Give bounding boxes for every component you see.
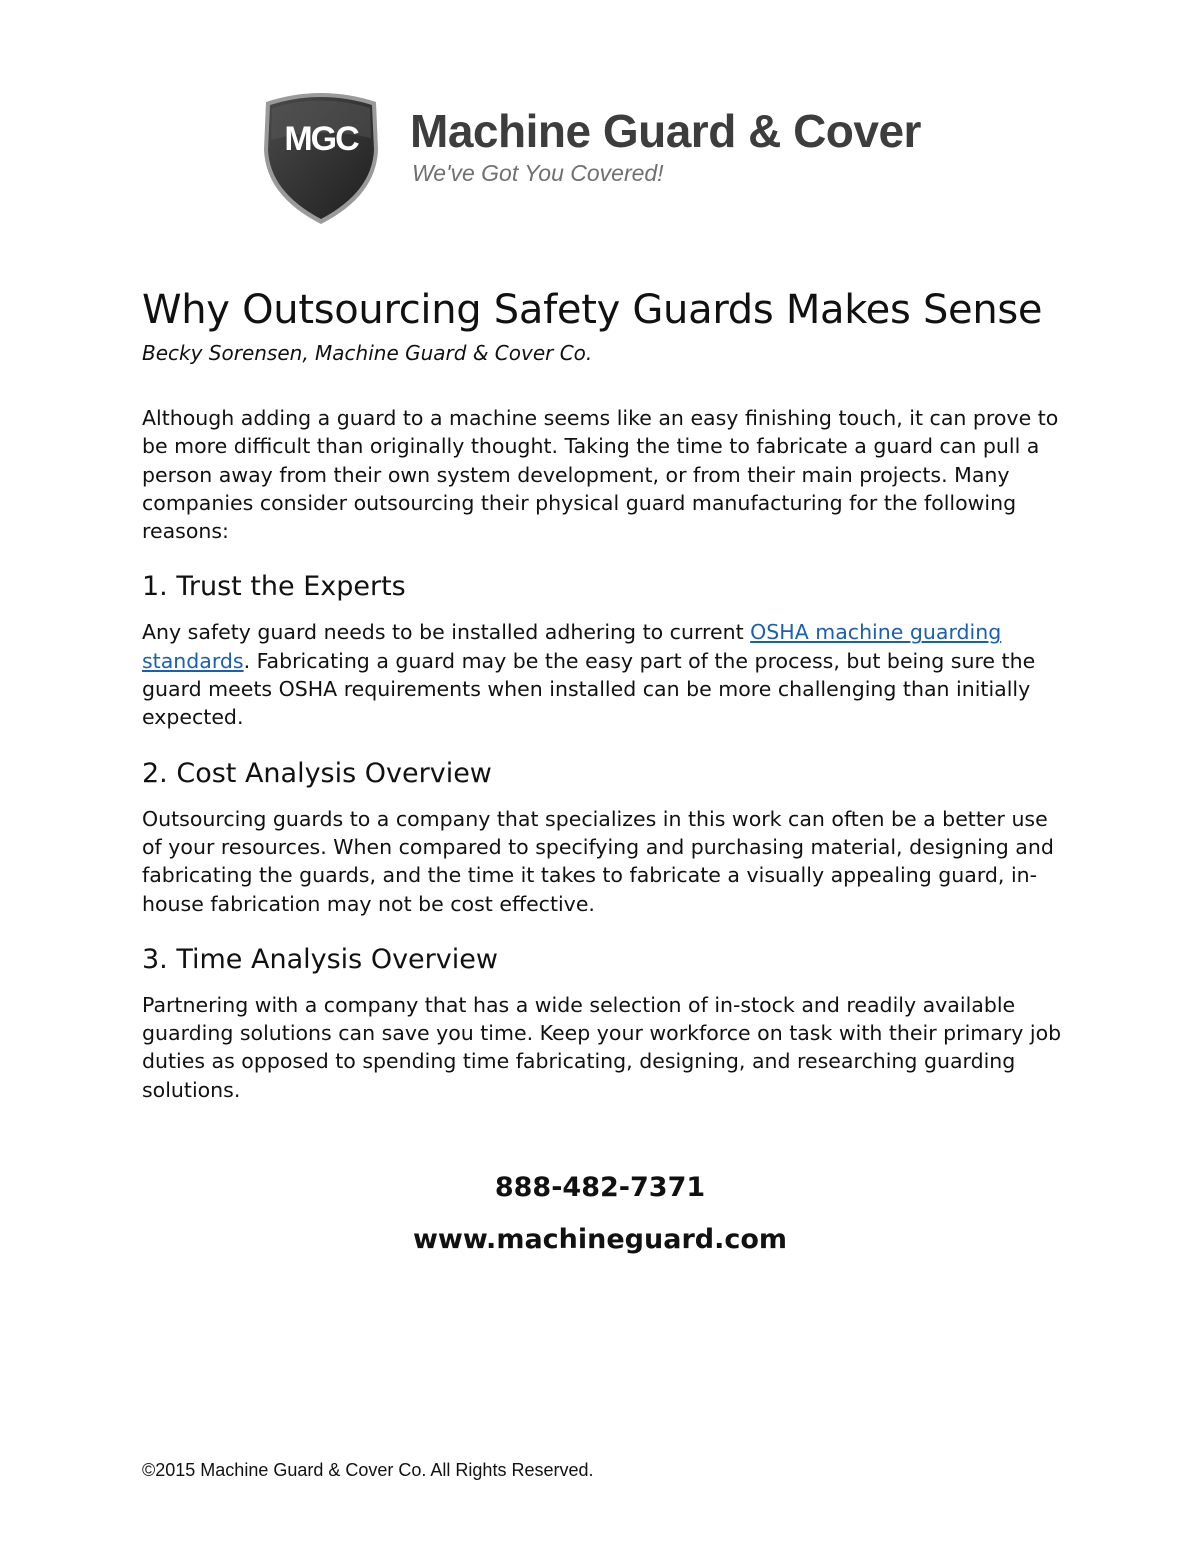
section-paragraph-cost-analysis: Outsourcing guards to a company that specializes in this work can often be a better use of your resources. When compared to specifying and purchasing material, designing and fabricating the guards, and the time it takes to fabricate a visually appealing guard, in-house fabrication may not be cost effective. xyxy=(142,806,1054,916)
section-heading-time-analysis: 3. Time Analysis Overview xyxy=(142,943,498,975)
section-text-before-link: Any safety guard needs to be installed adhering to current xyxy=(142,620,751,645)
logo-tagline: We've Got You Covered! xyxy=(412,160,664,186)
shield-logo-icon xyxy=(258,88,384,226)
article-byline: Becky Sorensen, Machine Guard & Cover Co. xyxy=(142,341,593,365)
copyright-footer: ©2015 Machine Guard & Cover Co. All Rights Reserved. xyxy=(142,1460,594,1480)
section-heading-trust-experts: 1. Trust the Experts xyxy=(142,571,406,603)
section-heading-cost-analysis: 2. Cost Analysis Overview xyxy=(142,757,492,789)
section-text-after-link: . Fabricating a guard may be the easy part of the process, but being sure the guard meets OSHA requirements when installed can be more challenging than initially expected. xyxy=(142,648,1036,730)
company-logo xyxy=(258,88,958,228)
article-title: Why Outsourcing Safety Guards Makes Sense xyxy=(142,287,1043,333)
article-body xyxy=(142,284,1062,1104)
logo-monogram: MGC xyxy=(284,120,358,158)
logo-company-name: Machine Guard & Cover xyxy=(410,105,921,157)
section-paragraph-trust-experts xyxy=(142,618,1062,731)
section-paragraph-time-analysis: Partnering with a company that has a wide selection of in-stock and readily available guarding solutions can save you time. Keep your workforce on task with their primary job duties as opposed to spending time fabricating, designing, and researching guarding solutions. xyxy=(142,992,1062,1102)
contact-phone: 888-482-7371 xyxy=(494,1172,706,1203)
contact-website: www.machineguard.com xyxy=(412,1224,788,1255)
osha-standards-link[interactable]: OSHA machine guarding standards xyxy=(142,620,1002,673)
intro-paragraph: Although adding a guard to a machine seems like an easy finishing touch, it can prove to be more difficult than originally thought. Taking the time to fabricate a guard can pull a person away from their own system development, or from their main projects. Many companies consider outsourcing their physical guard manufacturing for the following reasons: xyxy=(142,406,1059,544)
